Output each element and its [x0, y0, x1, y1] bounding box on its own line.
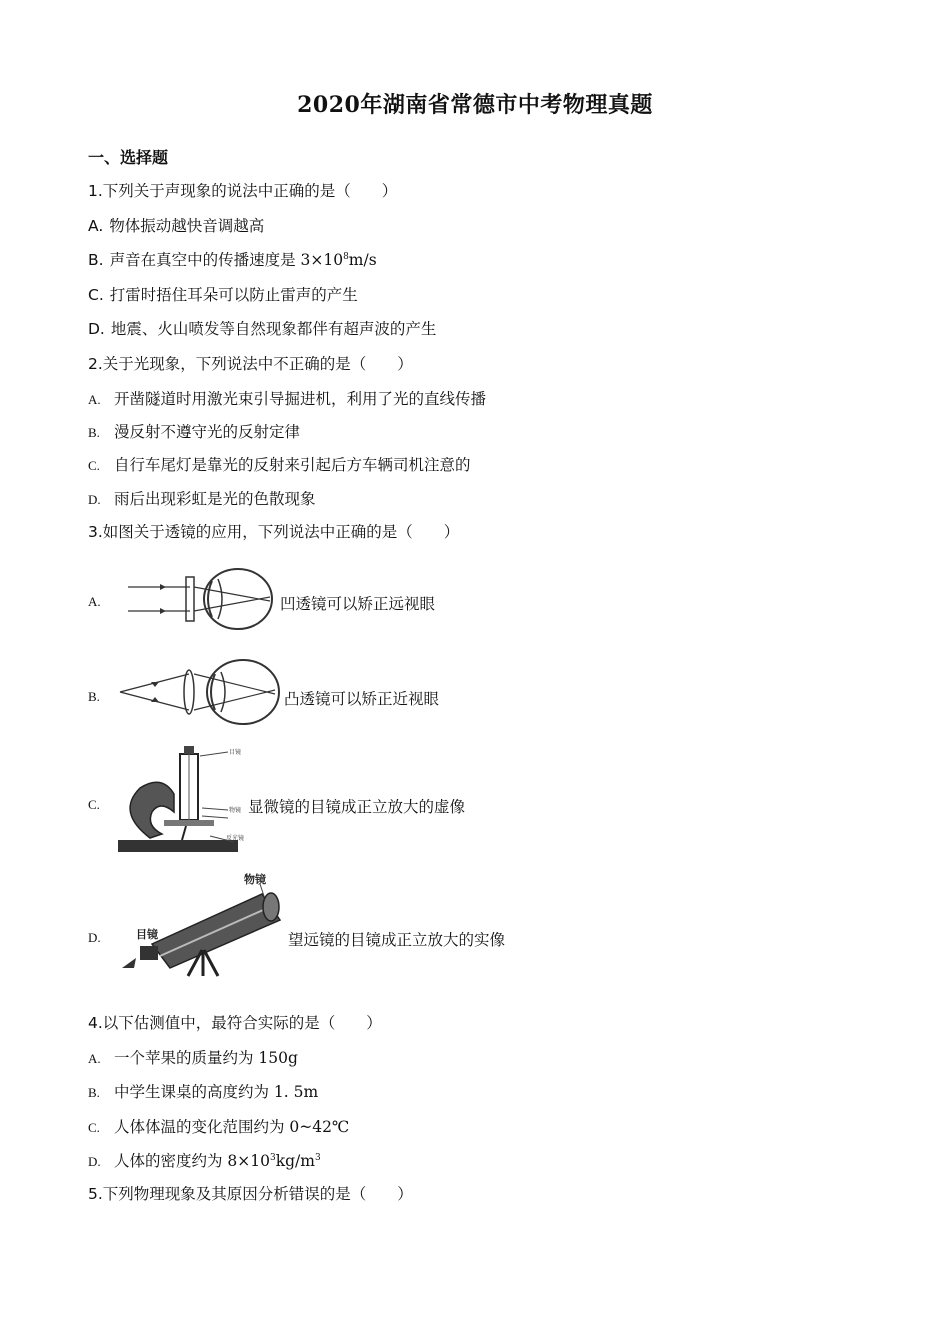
- question-2-option-a: [88, 387, 486, 409]
- question-2-stem: [88, 352, 413, 374]
- option-text: 一个苹果的质量约为 150g: [114, 1049, 298, 1067]
- question-text: 关于光现象，下列说法中不正确的是（ ）: [102, 355, 413, 373]
- option-text: 凹透镜可以矫正远视眼: [280, 595, 436, 613]
- question-4-stem: [88, 1011, 382, 1033]
- question-4-option-c: [88, 1115, 349, 1137]
- question-text: 下列物理现象及其原因分析错误的是（ ）: [102, 1185, 413, 1203]
- microscope-diagram: [110, 742, 250, 858]
- option-unit: kg/m: [275, 1152, 315, 1170]
- eye-convex-lens-diagram: [115, 656, 285, 728]
- option-letter: B.: [88, 425, 100, 440]
- option-letter: B.: [88, 689, 100, 704]
- superscript: 8: [343, 251, 349, 262]
- telescope-diagram: [112, 872, 287, 980]
- option-letter: A.: [88, 1051, 101, 1066]
- option-text: 中学生课桌的高度约为 1. 5m: [114, 1083, 319, 1101]
- question-number: 3.: [88, 523, 103, 541]
- question-number: 5.: [88, 1185, 103, 1203]
- question-1-option-d: [88, 317, 436, 339]
- question-4-option-a: [88, 1046, 298, 1068]
- question-1-option-c: [88, 283, 358, 305]
- option-text: 地震、火山喷发等自然现象都伴有超声波的产生: [110, 320, 437, 338]
- page-title: 2020年湖南省常德市中考物理真题: [297, 92, 653, 118]
- option-letter: C.: [88, 1120, 100, 1135]
- question-text: 以下估测值中，最符合实际的是（ ）: [102, 1014, 382, 1032]
- option-text: 望远镜的目镜成正立放大的实像: [288, 931, 506, 949]
- option-text: 开凿隧道时用激光束引导掘进机，利用了光的直线传播: [114, 390, 487, 408]
- question-2-option-c: [88, 453, 471, 475]
- option-letter: D.: [88, 1154, 101, 1169]
- question-number: 4.: [88, 1014, 103, 1032]
- option-letter: B.: [88, 1085, 100, 1100]
- option-letter: A.: [88, 217, 104, 235]
- question-1-stem: [88, 179, 397, 201]
- telescope-label-objective: 物镜: [244, 873, 266, 886]
- superscript: 3: [270, 1152, 276, 1163]
- superscript: 3: [314, 1152, 321, 1163]
- option-text: 自行车尾灯是靠光的反射来引起后方车辆司机注意的: [114, 456, 471, 474]
- option-text: 声音在真空中的传播速度是 3×10: [109, 251, 344, 269]
- option-text: 凸透镜可以矫正近视眼: [284, 690, 440, 708]
- question-2-option-b: [88, 420, 300, 442]
- option-text: 漫反射不遵守光的反射定律: [114, 423, 301, 441]
- question-number: 2.: [88, 355, 103, 373]
- question-4-option-b: [88, 1080, 318, 1102]
- telescope-label-eyepiece: 目镜: [136, 928, 158, 941]
- option-text: 打雷时捂住耳朵可以防止雷声的产生: [109, 286, 358, 304]
- microscope-label-objective: 物镜: [229, 807, 242, 814]
- option-letter: A.: [88, 392, 101, 407]
- option-letter: B.: [88, 251, 104, 269]
- option-text: 雨后出现彩虹是光的色散现象: [114, 490, 316, 508]
- option-letter: D.: [88, 930, 101, 945]
- question-1-option-a: [88, 214, 264, 236]
- question-2-option-d: [88, 487, 316, 509]
- question-5-stem: [88, 1182, 413, 1204]
- section-heading: 一、选择题: [88, 148, 169, 167]
- question-text: 下列关于声现象的说法中正确的是（ ）: [102, 182, 398, 200]
- question-number: 1.: [88, 182, 103, 200]
- option-letter: D.: [88, 320, 105, 338]
- option-letter: C.: [88, 458, 100, 473]
- option-letter: D.: [88, 492, 101, 507]
- question-4-option-d: [88, 1149, 321, 1171]
- option-letter: C.: [88, 797, 100, 812]
- question-1-option-b: [88, 248, 377, 270]
- option-unit: m/s: [348, 251, 377, 269]
- option-letter: C.: [88, 286, 104, 304]
- option-text: 显微镜的目镜成正立放大的虚像: [248, 798, 466, 816]
- option-letter: A.: [88, 594, 101, 609]
- option-text: 人体的密度约为 8×10: [114, 1152, 270, 1170]
- microscope-label-eyepiece: 目镜: [229, 749, 242, 756]
- option-text: 物体振动越快音调越高: [109, 217, 265, 235]
- question-text: 如图关于透镜的应用，下列说法中正确的是（ ）: [102, 523, 460, 541]
- eye-concave-lens-diagram: [120, 565, 280, 633]
- microscope-label-mirror: 反光镜: [226, 835, 245, 842]
- question-3-stem: [88, 520, 459, 542]
- option-text: 人体体温的变化范围约为 0~42℃: [114, 1118, 350, 1136]
